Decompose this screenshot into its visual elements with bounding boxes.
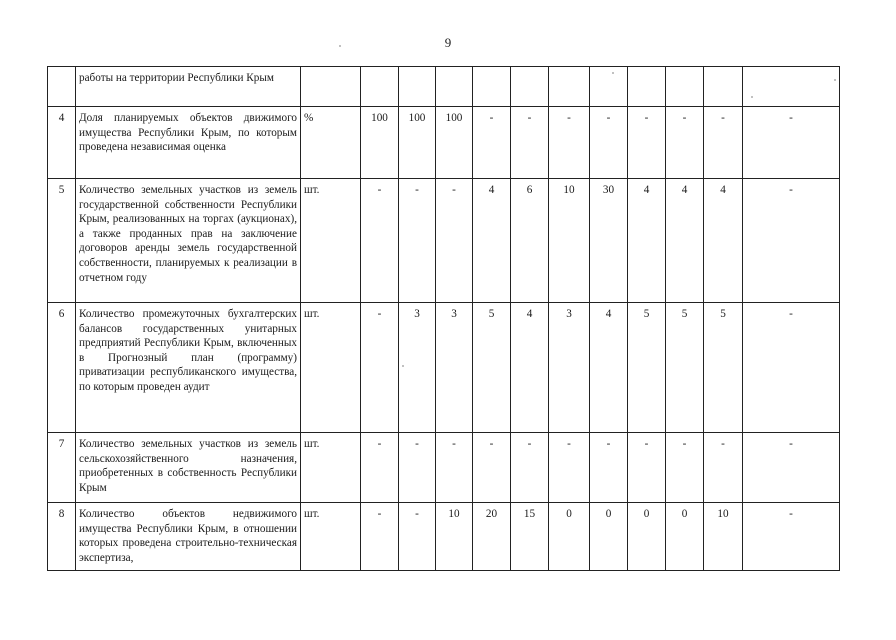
value-cell	[436, 67, 473, 107]
unit-cell	[301, 67, 361, 107]
scan-speck	[612, 72, 614, 74]
indicator-name-cell: Доля планируемых объектов движимого имущества Республики Крым, по которым проведена независимая оценка	[76, 107, 301, 179]
value-cell: 0	[628, 503, 666, 571]
value-cell	[590, 67, 628, 107]
value-cell: 0	[549, 503, 590, 571]
value-cell: 100	[399, 107, 436, 179]
value-cell: -	[704, 433, 743, 503]
scan-speck	[834, 79, 836, 81]
value-cell	[666, 67, 704, 107]
table-row	[48, 67, 840, 107]
row-number-cell	[48, 67, 76, 107]
unit-cell: шт.	[301, 433, 361, 503]
value-cell: 3	[399, 303, 436, 433]
value-cell: 20	[473, 503, 511, 571]
unit-cell: шт.	[301, 179, 361, 303]
value-cell	[704, 67, 743, 107]
unit-cell: шт.	[301, 303, 361, 433]
final-value-cell	[743, 67, 840, 107]
unit-cell: шт.	[301, 503, 361, 571]
table-row	[48, 433, 840, 503]
final-value-cell: -	[743, 303, 840, 433]
page-number: 9	[444, 35, 452, 50]
indicator-name-cell: Количество земельных участков из земель сельскохозяйственного назначения, приобретенных в собственность Республики Крым	[76, 433, 301, 503]
unit-cell: %	[301, 107, 361, 179]
value-cell: 3	[549, 303, 590, 433]
value-cell: -	[666, 433, 704, 503]
value-cell: 30	[590, 179, 628, 303]
value-cell: 5	[628, 303, 666, 433]
indicator-name-cell: работы на территории Республики Крым	[76, 67, 301, 107]
value-cell: 10	[704, 503, 743, 571]
table-row	[48, 503, 840, 571]
value-cell: 10	[549, 179, 590, 303]
value-cell: 15	[511, 503, 549, 571]
table-row	[48, 303, 840, 433]
value-cell: -	[590, 107, 628, 179]
value-cell	[628, 67, 666, 107]
final-value-cell: -	[743, 107, 840, 179]
row-number-cell: 5	[48, 179, 76, 303]
value-cell: 3	[436, 303, 473, 433]
value-cell: -	[436, 433, 473, 503]
value-cell: -	[628, 107, 666, 179]
value-cell: 10	[436, 503, 473, 571]
value-cell: -	[399, 179, 436, 303]
value-cell: -	[473, 107, 511, 179]
value-cell: -	[473, 433, 511, 503]
value-cell: 5	[704, 303, 743, 433]
value-cell	[549, 67, 590, 107]
table-row	[48, 179, 840, 303]
value-cell	[361, 67, 399, 107]
value-cell: 0	[666, 503, 704, 571]
final-value-cell: -	[743, 433, 840, 503]
value-cell: -	[549, 433, 590, 503]
value-cell: 5	[473, 303, 511, 433]
value-cell: -	[704, 107, 743, 179]
value-cell: 4	[666, 179, 704, 303]
indicator-name-cell: Количество объектов недвижимого имущества Республики Крым, в отношении которых проведена строительно-техническая экспертиза,	[76, 503, 301, 571]
value-cell: -	[361, 303, 399, 433]
value-cell	[473, 67, 511, 107]
value-cell: -	[361, 433, 399, 503]
value-cell: -	[399, 433, 436, 503]
row-number-cell: 7	[48, 433, 76, 503]
value-cell: -	[590, 433, 628, 503]
scan-speck	[751, 96, 753, 98]
value-cell: 4	[628, 179, 666, 303]
value-cell	[399, 67, 436, 107]
row-number-cell: 8	[48, 503, 76, 571]
value-cell: -	[549, 107, 590, 179]
value-cell: 0	[590, 503, 628, 571]
value-cell: -	[666, 107, 704, 179]
value-cell: 100	[361, 107, 399, 179]
scan-speck	[339, 45, 341, 47]
indicator-name-cell: Количество промежуточных бухгалтерских балансов государственных унитарных предприятий Республики Крым, включенных в Прогнозный план (программу) приватизации республиканского имущества, по которым проведен аудит	[76, 303, 301, 433]
final-value-cell: -	[743, 179, 840, 303]
row-number-cell: 4	[48, 107, 76, 179]
value-cell: 100	[436, 107, 473, 179]
table-body	[48, 67, 840, 571]
value-cell	[511, 67, 549, 107]
value-cell: -	[361, 503, 399, 571]
value-cell: -	[628, 433, 666, 503]
value-cell: 4	[704, 179, 743, 303]
value-cell: -	[511, 433, 549, 503]
row-number-cell: 6	[48, 303, 76, 433]
value-cell: 4	[511, 303, 549, 433]
value-cell: -	[399, 503, 436, 571]
scan-speck	[402, 365, 404, 367]
table-row	[48, 107, 840, 179]
indicator-name-cell: Количество земельных участков из земель государственной собственности Республики Крым, реализованных на торгах (аукционах), а также проданных прав на заключение договоров аренды земель государственной собственности, планируемых к реализации в отчетном году	[76, 179, 301, 303]
value-cell: 6	[511, 179, 549, 303]
value-cell: -	[511, 107, 549, 179]
indicators-table	[47, 66, 840, 571]
value-cell: -	[436, 179, 473, 303]
value-cell: 5	[666, 303, 704, 433]
value-cell: 4	[473, 179, 511, 303]
final-value-cell: -	[743, 503, 840, 571]
value-cell: 4	[590, 303, 628, 433]
value-cell: -	[361, 179, 399, 303]
